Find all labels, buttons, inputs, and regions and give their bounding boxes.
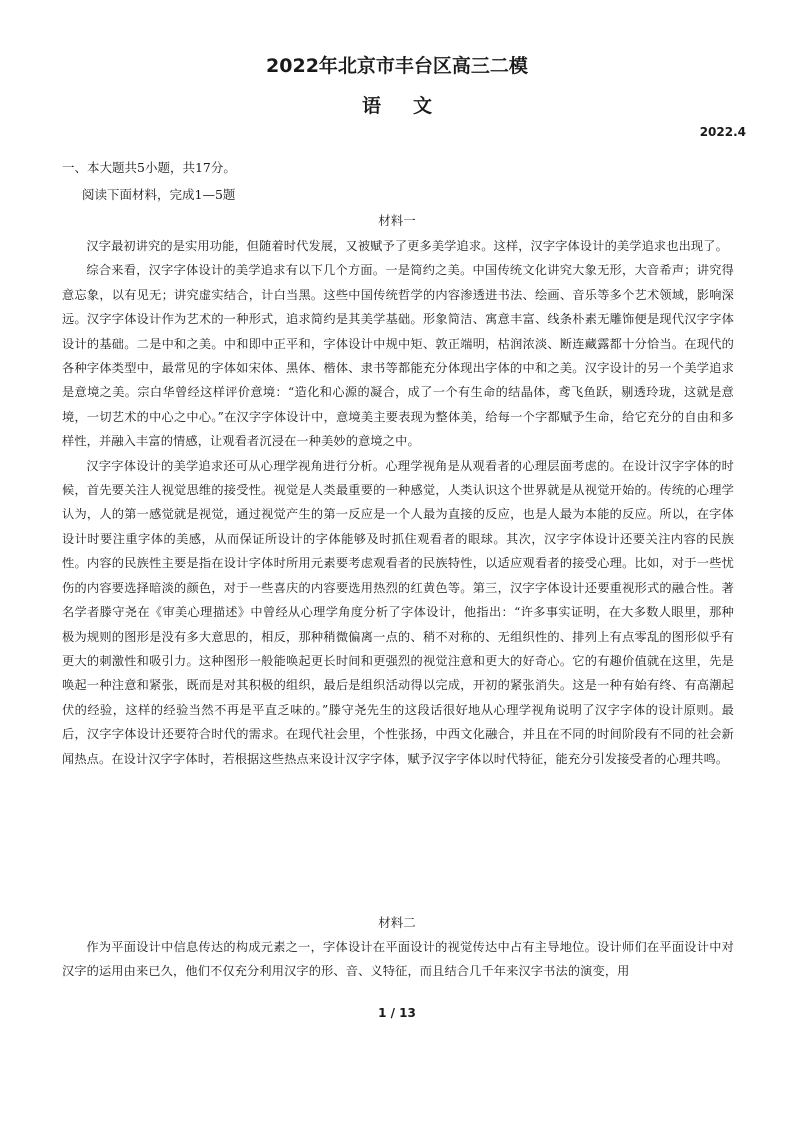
material2-heading: 材料二 (378, 915, 416, 930)
section-label: 一、本大题共5小题，共17分。 (62, 160, 236, 175)
page-number: 1 / 13 (378, 1006, 416, 1020)
document-title: 2022年北京市丰台区高三二模 (266, 55, 528, 77)
subject-title: 语文 (361, 95, 464, 117)
document-date: 2022.4 (699, 125, 746, 139)
material2-body (62, 935, 734, 984)
material1-paragraph: 汉字最初讲究的是实用功能，但随着时代发展，又被赋予了更多美学追求。这样，汉字字体设计的美学追求也出现了。 (86, 239, 728, 253)
material2-paragraph: 作为平面设计中信息传达的构成元素之一，字体设计在平面设计的视觉传达中占有主导地位。设计师们在平面设计中对汉字的运用由来已久，他们不仅充分利用汉字的形、音、义特征，而且结合几千年来汉字书法的演变，用 (62, 940, 734, 979)
section-instruction: 阅读下面材料，完成1—5题 (82, 187, 236, 202)
material1-body (62, 234, 734, 771)
material1-paragraph: 综合来看，汉字字体设计的美学追求有以下几个方面。一是简约之美。中国传统文化讲究大象无形，大音希声；讲究得意忘象，以有见无；讲究虚实结合，计白当黑。这些中国传统哲学的内容渗透进书法、绘画、音乐等多个艺术领域，影响深远。汉字字体设计作为艺术的一种形式，追求简约是其美学基础。形象简洁、寓意丰富、线条朴素无雕饰便是现代汉字字体设计的基础。二是中和之美。中和即中正平和，字体设计中规中矩、敦正端明，枯润浓淡、断连藏露都十分恰当。在现代的各种字体类型中，最常见的字体如宋体、黑体、楷体、隶书等都能充分体现出字体的中和之美。汉字设计的另一个美学追求是意境之美。宗白华曾经这样评价意境：“造化和心源的凝合，成了一个有生命的结晶体，鸢飞鱼跃，剔透玲珑，这就是意境，一切艺术的中心之中心。”在汉字字体设计中，意境美主要表现为整体美，给每一个字都赋予生命，给它充分的自由和多样性，并融入丰富的情感，让观看者沉浸在一种美妙的意境之中。 (62, 263, 734, 449)
material1-heading: 材料一 (378, 213, 416, 228)
material1-paragraph: 汉字字体设计的美学追求还可从心理学视角进行分析。心理学视角是从观看者的心理层面考虑的。在设计汉字字体的时候，首先要关注人视觉思维的接受性。视觉是人类最重要的一种感觉，人类认识这个世界就是从视觉开始的。传统的心理学认为，人的第一感觉就是视觉，通过视觉产生的第一反应是一个人最为直接的反应，也是人最为本能的反应。所以，在字体设计时要注重字体的美感，从而保证所设计的字体能够及时抓住观看者的眼球。其次，汉字字体设计还要关注内容的民族性。内容的民族性主要是指在设计字体时所用元素要考虑观看者的民族特性，以适应观看者的接受心理。比如，对于一些忧伤的内容要选择暗淡的颜色，对于一些喜庆的内容要选用热烈的红黄色等。第三，汉字字体设计还要重视形式的融合性。著名学者滕守尧在《审美心理描述》中曾经从心理学角度分析了字体设计，他指出：“许多事实证明，在大多数人眼里，那种极为规则的图形是没有多大意思的，相反，那种稍微偏离一点的、稍不对称的、无组织性的、排列上有点零乱的图形似乎有更大的刺激性和吸引力。这种图形一般能唤起更长时间和更强烈的视觉注意和更大的好奇心。它的有趣价值就在这里，先是唤起一种注意和紧张，既而是对其积极的组织，最后是组织活动得以完成，开初的紧张消失。这是一种有始有终、有高潮起伏的经验，这样的经验当然不再是平直乏味的。”滕守尧先生的这段话很好地从心理学视角说明了汉字字体的设计原则。最后，汉字字体设计还要符合时代的需求。在现代社会里，个性张扬，中西文化融合，并且在不同的时间阶段有不同的社会新闻热点。在设计汉字字体时，若根据这些热点来设计汉字字体，赋予汉字字体以时代特征，能充分引发接受者的心理共鸣。 (62, 458, 734, 766)
